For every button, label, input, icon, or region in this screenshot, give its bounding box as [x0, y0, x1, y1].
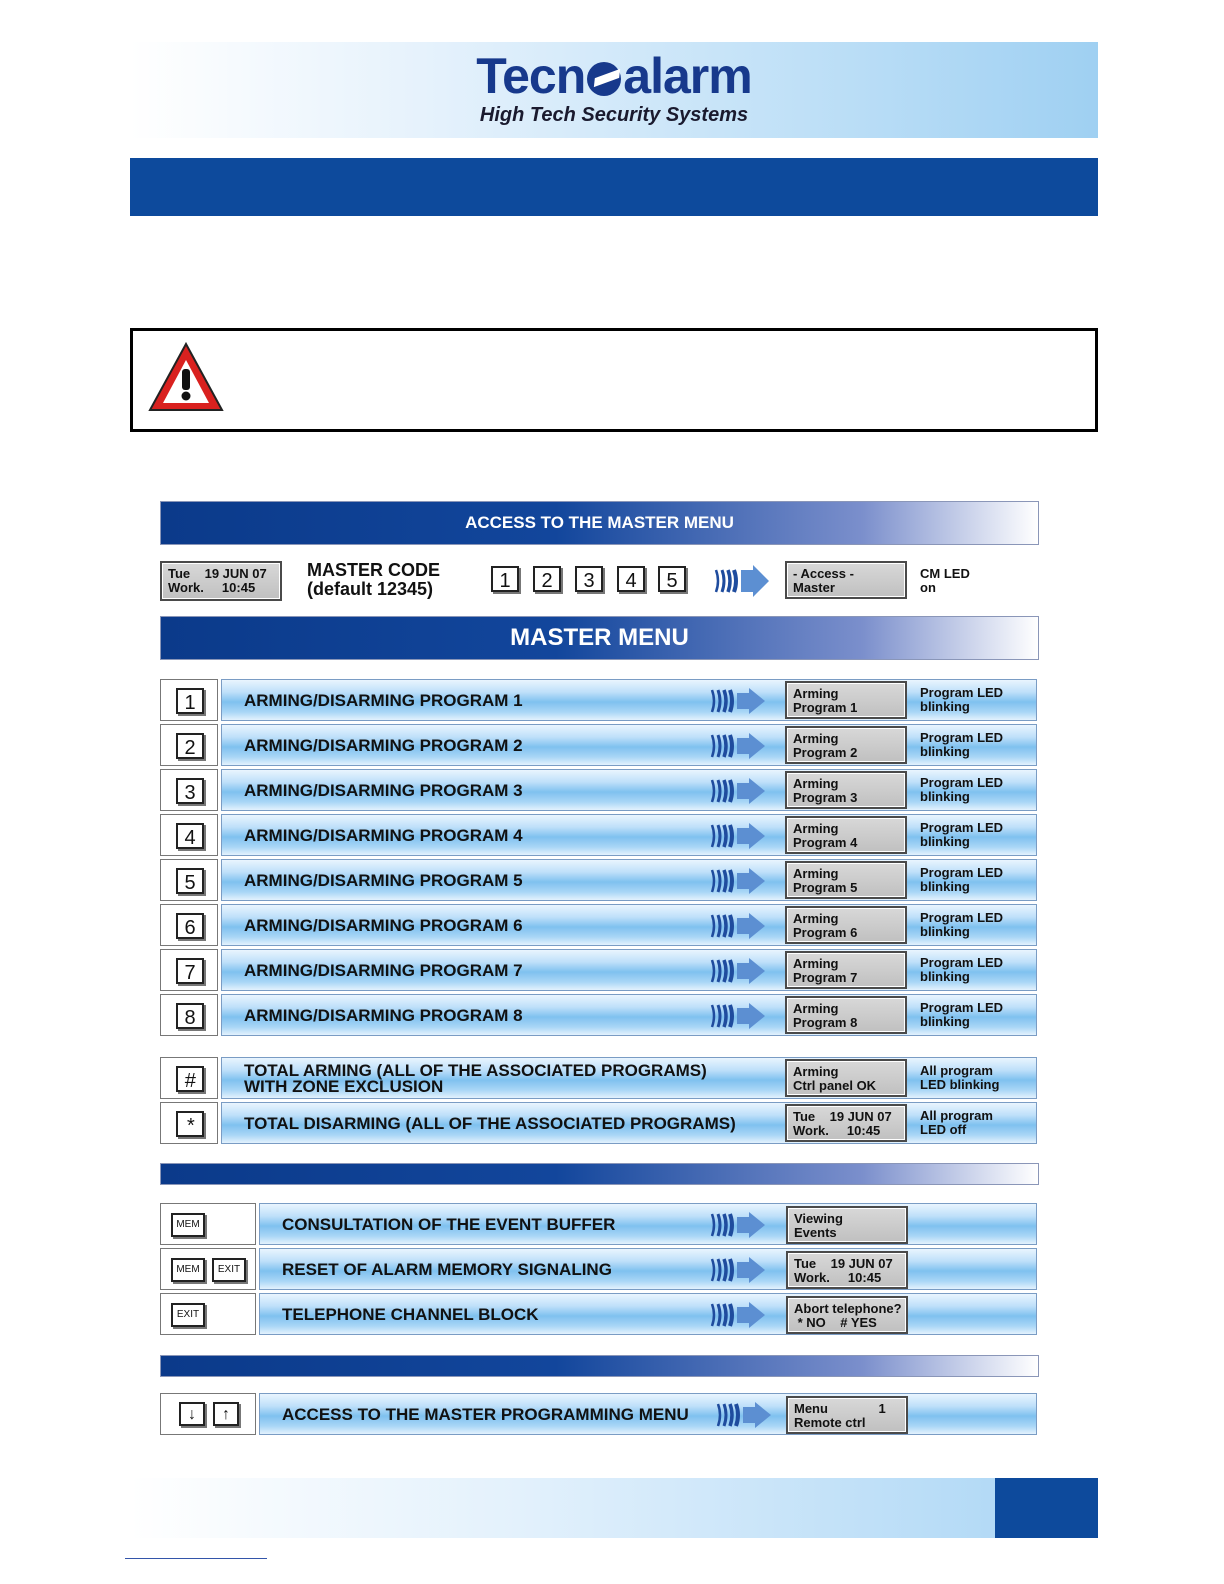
program-display: Arming Program 6 [785, 906, 907, 944]
mem-key[interactable]: MEM [171, 1258, 205, 1282]
program-key-cell [160, 859, 218, 901]
keypad-key-5[interactable]: 5 [658, 566, 686, 592]
program-led-note: Program LED blinking [920, 775, 1004, 804]
keypad-key-2[interactable]: 2 [533, 566, 561, 592]
program-bar [221, 859, 1037, 901]
program-led-note: Program LED blinking [920, 685, 1004, 714]
program-label: ARMING/DISARMING PROGRAM 7 [244, 961, 523, 980]
total-display: Tue 19 JUN 07 Work. 10:45 [785, 1104, 907, 1142]
program-key[interactable]: 8 [176, 1003, 204, 1029]
event-label: CONSULTATION OF THE EVENT BUFFER [282, 1215, 616, 1234]
program-display: Arming Program 1 [785, 681, 907, 719]
program-label: ARMING/DISARMING PROGRAM 6 [244, 916, 523, 935]
star-key[interactable]: * [176, 1111, 204, 1137]
program-display: Arming Program 4 [785, 816, 907, 854]
total-label-line-1: TOTAL ARMING (ALL OF THE ASSOCIATED PROGRAMS) [244, 1061, 707, 1080]
program-key[interactable]: 7 [176, 958, 204, 984]
page-footer [130, 1478, 1098, 1538]
exit-key[interactable]: EXIT [212, 1258, 246, 1282]
exit-key[interactable]: EXIT [171, 1303, 205, 1327]
footer-page-block [995, 1478, 1098, 1538]
event-label: RESET OF ALARM MEMORY SIGNALING [282, 1260, 612, 1279]
program-label: ARMING/DISARMING PROGRAM 1 [244, 691, 523, 710]
event-bar [259, 1203, 1037, 1245]
programming-menu-row[interactable] [160, 1393, 1037, 1435]
program-display: Arming Program 3 [785, 771, 907, 809]
arrow-right-icon [709, 868, 767, 899]
program-row[interactable] [160, 994, 1037, 1036]
program-bar [221, 814, 1037, 856]
program-bar [221, 949, 1037, 991]
programming-menu-bar [259, 1393, 1037, 1435]
program-label: ARMING/DISARMING PROGRAM 8 [244, 1006, 523, 1025]
section-divider-1 [160, 1163, 1039, 1185]
total-label-line-2: WITH ZONE EXCLUSION [244, 1077, 444, 1096]
page-header [130, 42, 1098, 138]
program-row[interactable] [160, 904, 1037, 946]
telephone-block-row[interactable] [160, 1293, 1037, 1335]
program-key-cell [160, 949, 218, 991]
arrow-right-icon [709, 688, 767, 719]
mem-key[interactable]: MEM [171, 1213, 205, 1237]
program-key[interactable]: 2 [176, 733, 204, 759]
event-bar [259, 1248, 1037, 1290]
event-key-cell [160, 1203, 256, 1245]
program-row[interactable] [160, 949, 1037, 991]
arrow-right-icon [709, 1212, 767, 1243]
program-key-cell [160, 724, 218, 766]
arrow-right-icon [709, 1003, 767, 1034]
event-key-cell [160, 1293, 256, 1335]
total-bar [221, 1102, 1037, 1144]
master-code-default: (default 12345) [307, 579, 434, 599]
tagline: High Tech Security Systems [479, 104, 749, 126]
event-bar [259, 1293, 1037, 1335]
program-display: Arming Program 7 [785, 951, 907, 989]
hash-key[interactable]: # [176, 1066, 204, 1092]
arrow-right-icon [709, 1302, 767, 1333]
program-row[interactable] [160, 859, 1037, 901]
program-display: Arming Program 5 [785, 861, 907, 899]
program-bar [221, 769, 1037, 811]
total-disarming-row[interactable] [160, 1102, 1037, 1144]
program-label: ARMING/DISARMING PROGRAM 5 [244, 871, 523, 890]
event-key-cell [160, 1248, 256, 1290]
reset-alarm-memory-row[interactable] [160, 1248, 1037, 1290]
total-arming-row[interactable] [160, 1057, 1037, 1099]
program-key[interactable]: 5 [176, 868, 204, 894]
program-label: ARMING/DISARMING PROGRAM 4 [244, 826, 523, 845]
total-label-line-1: TOTAL DISARMING (ALL OF THE ASSOCIATED PROGRAMS) [244, 1114, 736, 1133]
program-row[interactable] [160, 814, 1037, 856]
keypad-key-4[interactable]: 4 [617, 566, 645, 592]
event-display: Viewing Events [786, 1206, 908, 1244]
idle-display: Tue 19 JUN 07 Work. 10:45 [160, 561, 282, 601]
arrow-right-icon [709, 1257, 767, 1288]
total-led-note: All program LED off [920, 1108, 993, 1137]
title-bar [130, 158, 1098, 216]
arrow-right-icon [713, 562, 771, 600]
total-label [244, 1103, 736, 1145]
master-code-label [307, 561, 440, 599]
arrow-right-icon [709, 913, 767, 944]
program-label: ARMING/DISARMING PROGRAM 3 [244, 781, 523, 800]
program-led-note: Program LED blinking [920, 820, 1004, 849]
total-led-note: All program LED blinking [920, 1063, 1000, 1092]
program-display: Arming Program 8 [785, 996, 907, 1034]
warning-box [130, 328, 1098, 432]
access-master-menu-heading: ACCESS TO THE MASTER MENU [160, 501, 1039, 545]
program-display: Arming Program 2 [785, 726, 907, 764]
program-bar [221, 994, 1037, 1036]
program-row[interactable] [160, 769, 1037, 811]
program-label: ARMING/DISARMING PROGRAM 2 [244, 736, 523, 755]
program-led-note: Program LED blinking [920, 1000, 1004, 1029]
program-key[interactable]: 6 [176, 913, 204, 939]
programming-menu-label: ACCESS TO THE MASTER PROGRAMMING MENU [282, 1405, 689, 1424]
program-key-cell [160, 679, 218, 721]
program-led-note: Program LED blinking [920, 865, 1004, 894]
program-key-cell [160, 769, 218, 811]
program-row[interactable] [160, 724, 1037, 766]
total-display: Arming Ctrl panel OK [785, 1059, 907, 1097]
tecnoalarm-logo: Tecn alarm [476, 48, 752, 104]
total-key-cell [160, 1102, 218, 1144]
program-key[interactable]: 4 [176, 823, 204, 849]
program-bar [221, 679, 1037, 721]
arrow-right-icon [709, 823, 767, 854]
program-row[interactable] [160, 679, 1037, 721]
program-key[interactable]: 3 [176, 778, 204, 804]
event-display: Tue 19 JUN 07 Work. 10:45 [786, 1251, 908, 1289]
logo-swoosh-icon [587, 62, 621, 96]
program-bar [221, 724, 1037, 766]
event-label: TELEPHONE CHANNEL BLOCK [282, 1305, 539, 1324]
program-key-cell [160, 904, 218, 946]
program-key[interactable]: 1 [176, 688, 204, 714]
access-master-display: - Access - Master [785, 561, 907, 599]
arrow-right-icon [709, 778, 767, 809]
programming-keys [160, 1393, 256, 1435]
program-key-cell [160, 994, 218, 1036]
arrow-right-icon [709, 958, 767, 989]
arrow-right-icon [715, 1402, 773, 1428]
total-bar [221, 1057, 1037, 1099]
program-led-note: Program LED blinking [920, 955, 1004, 984]
cm-led-note: CM LED on [920, 566, 970, 595]
program-bar [221, 904, 1037, 946]
arrow-up-key[interactable]: ↑ [213, 1402, 239, 1426]
program-key-cell [160, 814, 218, 856]
programming-menu-display: Menu 1 Remote ctrl [786, 1396, 908, 1434]
total-label [244, 1063, 707, 1095]
program-led-note: Program LED blinking [920, 730, 1004, 759]
warning-triangle-icon [147, 341, 225, 413]
arrow-right-icon [709, 733, 767, 764]
master-code-title: MASTER CODE [307, 560, 441, 580]
event-display: Abort telephone? * NO # YES [786, 1296, 908, 1334]
footnote-rule [125, 1558, 267, 1559]
master-menu-heading: MASTER MENU [160, 616, 1039, 660]
keypad-key-1[interactable]: 1 [491, 566, 519, 592]
event-buffer-row[interactable] [160, 1203, 1037, 1245]
keypad-key-3[interactable]: 3 [575, 566, 603, 592]
arrow-down-key[interactable]: ↓ [179, 1402, 205, 1426]
program-led-note: Program LED blinking [920, 910, 1004, 939]
section-divider-2 [160, 1355, 1039, 1377]
total-key-cell [160, 1057, 218, 1099]
